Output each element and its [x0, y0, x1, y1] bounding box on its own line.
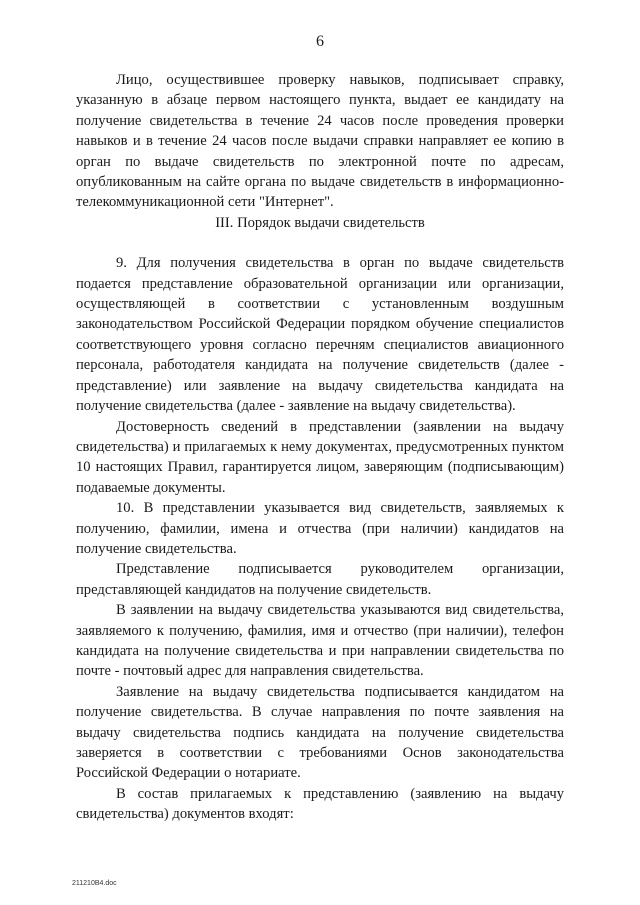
- paragraph-attached-documents: В состав прилагаемых к представлению (заявлению на выдачу свидетельства) документов входят:: [76, 785, 564, 823]
- paragraph-item-10: 10. В представлении указывается вид свидетельств, заявляемых к получению, фамилии, имена и отчества (при наличии) кандидатов на получение свидетельства.: [76, 500, 564, 557]
- paragraph-skills-check-certificate: Лицо, осуществившее проверку навыков, подписывает справку, указанную в абзаце первом настоящего пункта, выдает ее кандидату на получение свидетельства в течение 24 часов после проведения проверки навыков и в течение 24 часов после выдачи справки направляет ее копию в орган по выдаче свидетельств по электронной почте по адресам, опубликованным на сайте органа по выдаче свидетельств в информационно-телекоммуникационной сети "Интернет".: [76, 72, 564, 211]
- paragraph-application-contents: В заявлении на выдачу свидетельства указываются вид свидетельства, заявляемого к получению, фамилия, имя и отчество (при наличии), телефон кандидата на получение свидетельства и при направлении свидетельства по почте - почтовый адрес для направления свидетельства.: [76, 602, 564, 680]
- file-code-footer: 211210В4.doc: [72, 880, 117, 887]
- paragraph-signed-by-head: Представление подписывается руководителем организации, представляющей кандидатов на получение свидетельств.: [76, 561, 564, 598]
- document-body: [76, 70, 564, 825]
- paragraph-item-9: 9. Для получения свидетельства в орган по выдаче свидетельств подается представление образовательной организации или организации, осуществляющей в соответствии с установленным воздушным законодательством Российской Федерации порядком обучение специалистов соответствующего уровня согласно перечням специалистов авиационного персонала, работодателя кандидата на получение свидетельств (далее - представление) или заявление на выдачу свидетельства кандидата на получение свидетельства (далее - заявление на выдачу свидетельства).: [76, 255, 564, 415]
- paragraph-application-signature: Заявление на выдачу свидетельства подписывается кандидатом на получение свидетельства. В случае направления по почте заявления на выдачу свидетельства подпись кандидата на получение свидетельства заверяется в соответствии с требованиями Основ законодательства Российской Федерации о нотариате.: [76, 683, 564, 782]
- paragraph-reliability: Достоверность сведений в представлении (заявлении на выдачу свидетельства) и прилагаемых к нему документах, предусмотренных пунктом 10 настоящих Правил, гарантируется лицом, заверяющим (подписывающим) подаваемые документы.: [76, 418, 564, 496]
- section-heading: III. Порядок выдачи свидетельств: [215, 214, 425, 231]
- page-number: 6: [316, 33, 324, 50]
